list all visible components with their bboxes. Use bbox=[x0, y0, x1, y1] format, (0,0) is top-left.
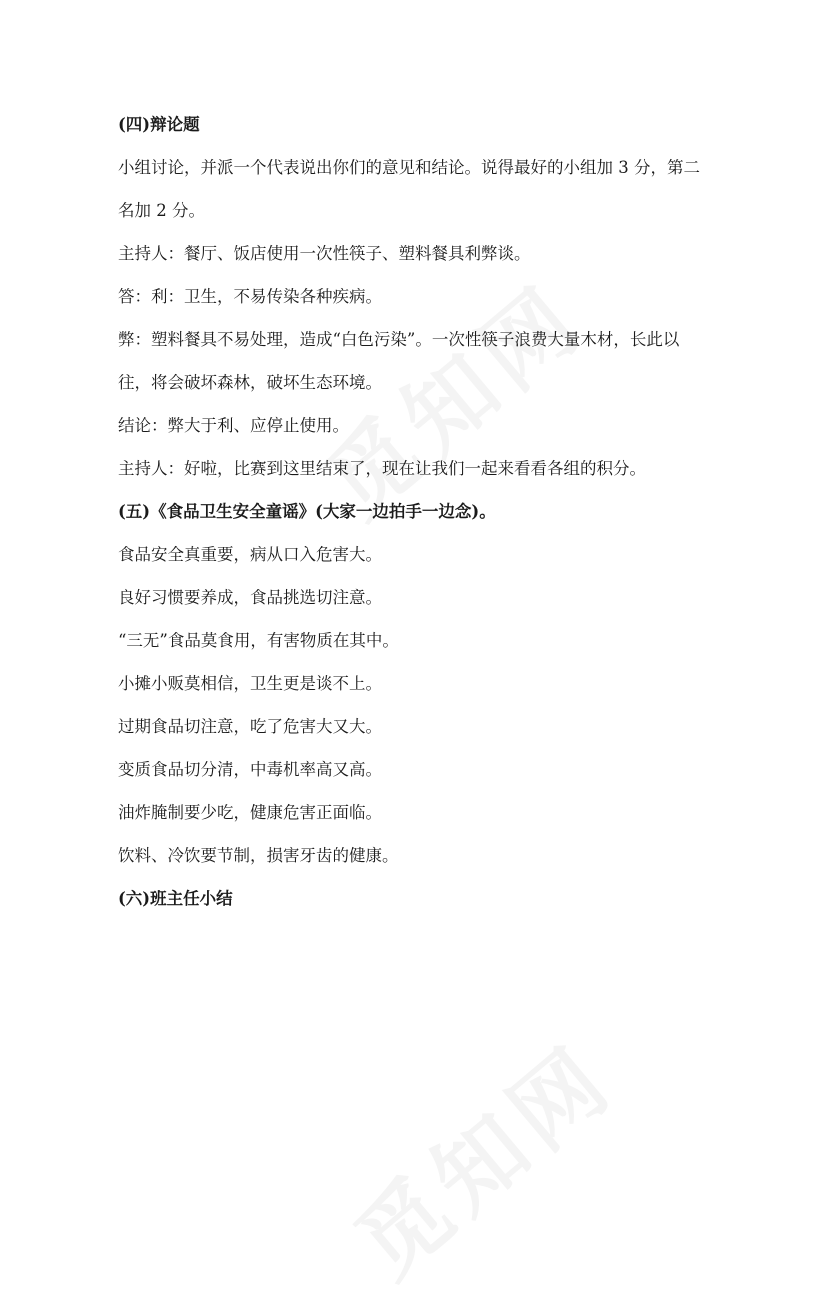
paragraph-line: 小组讨论，并派一个代表说出你们的意见和结论。说得最好的小组加 3 分，第二 bbox=[118, 158, 700, 177]
section-heading-rhyme: (五)《食品卫生安全童谣》(大家一边拍手一边念)。 bbox=[118, 502, 496, 521]
paragraph-line: 主持人：好啦，比赛到这里结束了，现在让我们一起来看看各组的积分。 bbox=[118, 459, 646, 478]
rhyme-line: 食品安全真重要，病从口入危害大。 bbox=[118, 545, 382, 564]
paragraph-line: 结论：弊大于利、应停止使用。 bbox=[118, 416, 349, 435]
rhyme-line: “三无”食品莫食用，有害物质在其中。 bbox=[118, 631, 399, 650]
section-heading-debate: (四)辩论题 bbox=[118, 115, 200, 134]
rhyme-line: 变质食品切分清，中毒机率高又高。 bbox=[118, 760, 382, 779]
paragraph-line: 名加 2 分。 bbox=[118, 201, 205, 220]
rhyme-line: 过期食品切注意，吃了危害大又大。 bbox=[118, 717, 382, 736]
rhyme-line: 饮料、冷饮要节制，损害牙齿的健康。 bbox=[118, 846, 399, 865]
paragraph-line: 主持人：餐厅、饭店使用一次性筷子、塑料餐具利弊谈。 bbox=[118, 244, 531, 263]
paragraph-line: 弊：塑料餐具不易处理，造成“白色污染”。一次性筷子浪费大量木材，长此以 bbox=[118, 330, 680, 349]
watermark bbox=[323, 1009, 636, 1301]
paragraph-line: 往，将会破坏森林，破坏生态环境。 bbox=[118, 373, 382, 392]
paragraph-line: 答：利：卫生，不易传染各种疾病。 bbox=[118, 287, 382, 306]
rhyme-line: 良好习惯要养成，食品挑选切注意。 bbox=[118, 588, 382, 607]
section-heading-summary: (六)班主任小结 bbox=[118, 889, 233, 908]
rhyme-line: 小摊小贩莫相信，卫生更是谈不上。 bbox=[118, 674, 382, 693]
rhyme-line: 油炸腌制要少吃，健康危害正面临。 bbox=[118, 803, 382, 822]
